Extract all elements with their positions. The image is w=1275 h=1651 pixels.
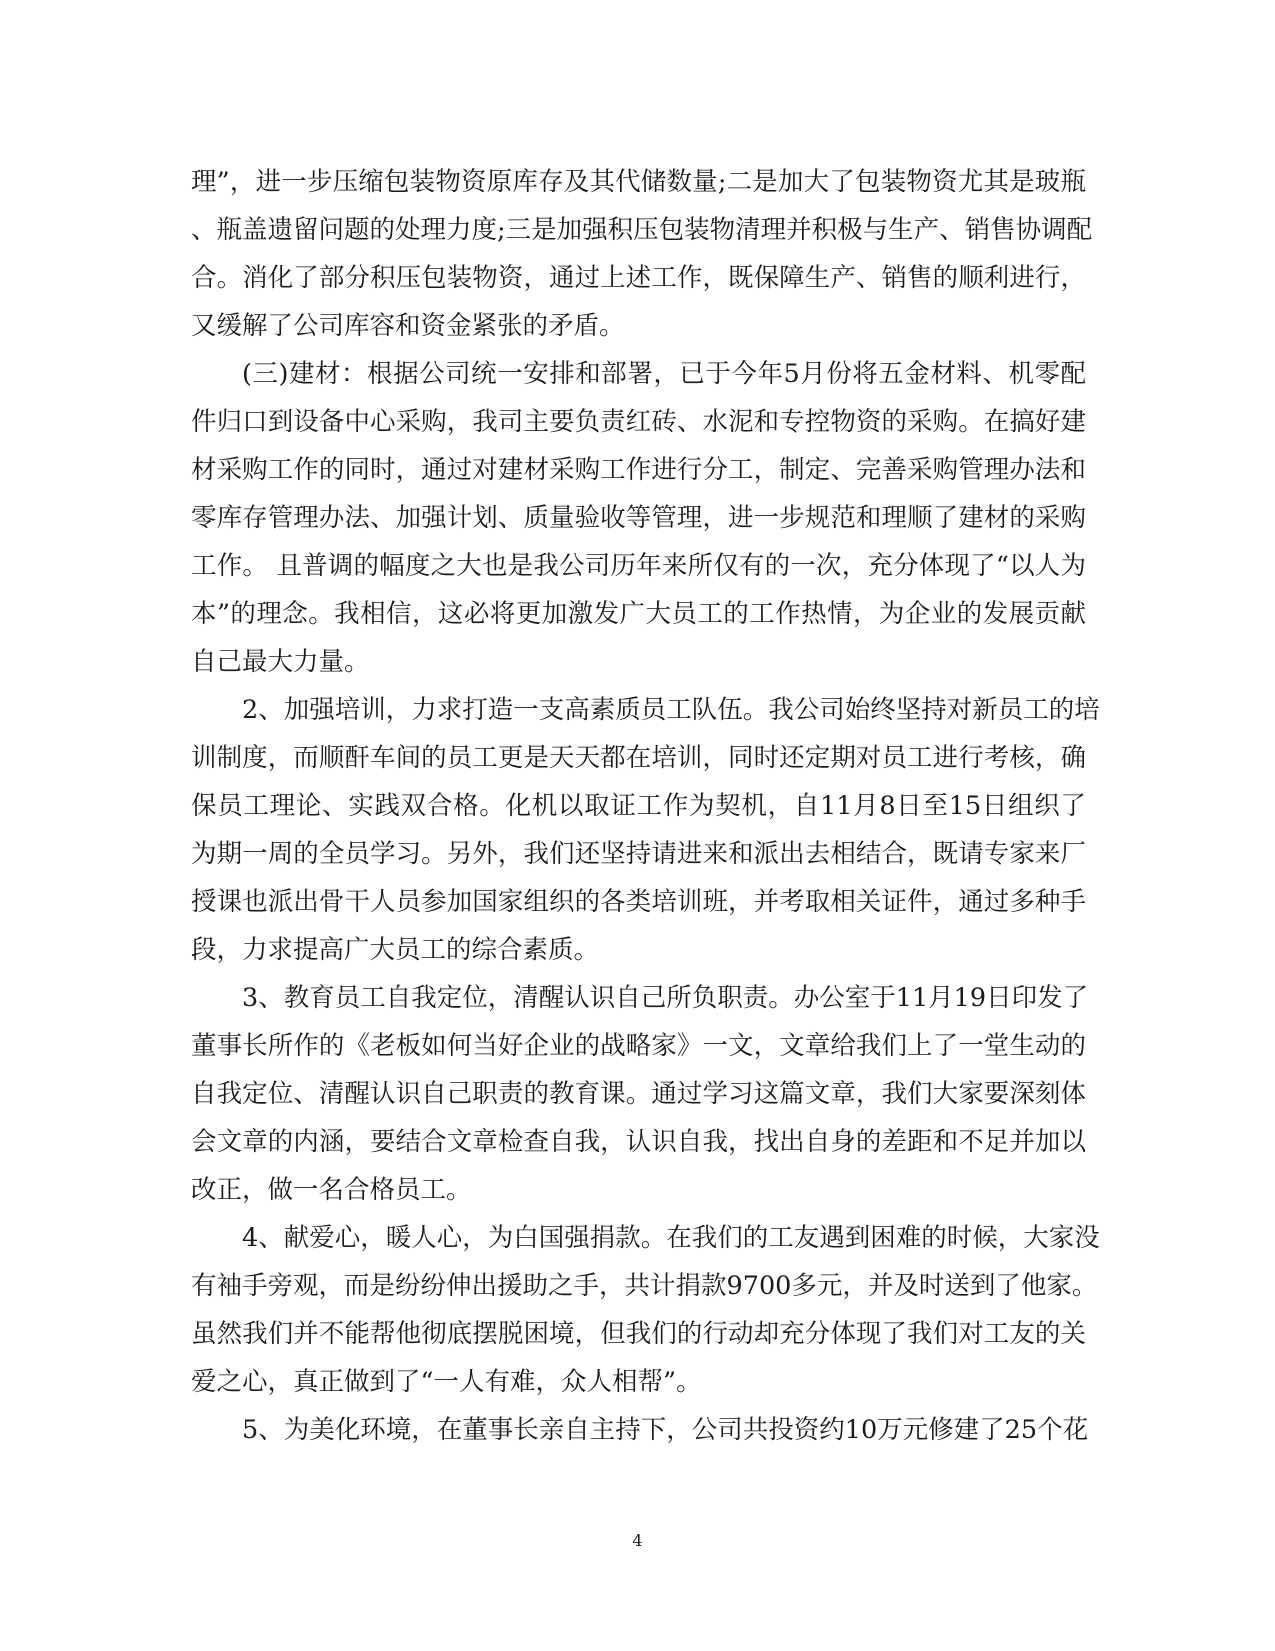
text-line: 虽然我们并不能帮他彻底摆脱困境，但我们的行动却充分体现了我们对工友的关 bbox=[191, 1319, 1086, 1349]
text-line: 董事长所作的《老板如何当好企业的战略家》一文，文章给我们上了一堂生动的 bbox=[191, 1031, 1086, 1061]
text-line: 改正，做一名合格员工。 bbox=[191, 1175, 472, 1205]
text-line: 本”的理念。我相信，这必将更加激发广大员工的工作热情，为企业的发展贡献 bbox=[191, 599, 1086, 629]
text-line: 自我定位、清醒认识自己职责的教育课。通过学习这篇文章，我们大家要深刻体 bbox=[191, 1079, 1086, 1109]
text-line: 又缓解了公司库容和资金紧张的矛盾。 bbox=[191, 311, 625, 341]
text-line: 理”，进一步压缩包装物资原库存及其代储数量;二是加大了包装物资尤其是玻瓶 bbox=[191, 167, 1086, 197]
text-line: 有袖手旁观，而是纷纷伸出援助之手，共计捐款9700多元，并及时送到了他家。 bbox=[191, 1271, 1098, 1301]
text-line: 自己最大力量。 bbox=[191, 647, 370, 677]
text-line: 训制度，而顺酐车间的员工更是天天都在培训，同时还定期对员工进行考核，确 bbox=[191, 743, 1086, 773]
text-line: 零库存管理办法、加强计划、质量验收等管理，进一步规范和理顺了建材的采购 bbox=[191, 503, 1086, 533]
paragraph bbox=[191, 1406, 1089, 1454]
text-line: 爱之心，真正做到了“一人有难，众人相帮”。 bbox=[191, 1367, 702, 1397]
text-line: 4、献爱心，暖人心，为白国强捐款。在我们的工友遇到困难的时候，大家没 bbox=[242, 1223, 1100, 1253]
paragraph bbox=[191, 686, 1100, 974]
text-line: 授课也派出骨干人员参加国家组织的各类培训班，并考取相关证件，通过多种手 bbox=[191, 887, 1086, 917]
paragraph bbox=[191, 974, 1089, 1214]
text-line: 2、加强培训，力求打造一支高素质员工队伍。我公司始终坚持对新员工的培 bbox=[242, 695, 1100, 725]
text-line: 段，力求提高广大员工的综合素质。 bbox=[191, 935, 600, 965]
text-line: 工作。 且普调的幅度之大也是我公司历年来所仅有的一次，充分体现了“以人为 bbox=[191, 551, 1086, 581]
document-body bbox=[191, 158, 1100, 1454]
text-line: 、瓶盖遗留问题的处理力度;三是加强积压包装物清理并积极与生产、销售协调配 bbox=[191, 215, 1093, 245]
text-line: 合。消化了部分积压包装物资，通过上述工作，既保障生产、销售的顺利进行， bbox=[191, 263, 1086, 293]
paragraph bbox=[191, 350, 1086, 686]
text-line: 保员工理论、实践双合格。化机以取证工作为契机，自11月8日至15日组织了 bbox=[191, 791, 1086, 821]
text-line: 3、教育员工自我定位，清醒认识自己所负职责。办公室于11月19日印发了 bbox=[242, 983, 1089, 1013]
text-line: 材采购工作的同时，通过对建材采购工作进行分工，制定、完善采购管理办法和 bbox=[191, 455, 1086, 485]
page-number: 4 bbox=[632, 1531, 643, 1550]
text-line: 会文章的内涵，要结合文章检查自我，认识自我，找出自身的差距和不足并加以 bbox=[191, 1127, 1086, 1157]
text-line: (三)建材：根据公司统一安排和部署，已于今年5月份将五金材料、机零配 bbox=[242, 359, 1086, 389]
paragraph bbox=[191, 1214, 1100, 1406]
paragraph bbox=[191, 158, 1093, 350]
text-line: 为期一周的全员学习。另外，我们还坚持请进来和派出去相结合，既请专家来厂 bbox=[191, 839, 1086, 869]
text-line: 5、为美化环境，在董事长亲自主持下，公司共投资约10万元修建了25个花 bbox=[242, 1415, 1089, 1445]
text-line: 件归口到设备中心采购，我司主要负责红砖、水泥和专控物资的采购。在搞好建 bbox=[191, 407, 1086, 437]
